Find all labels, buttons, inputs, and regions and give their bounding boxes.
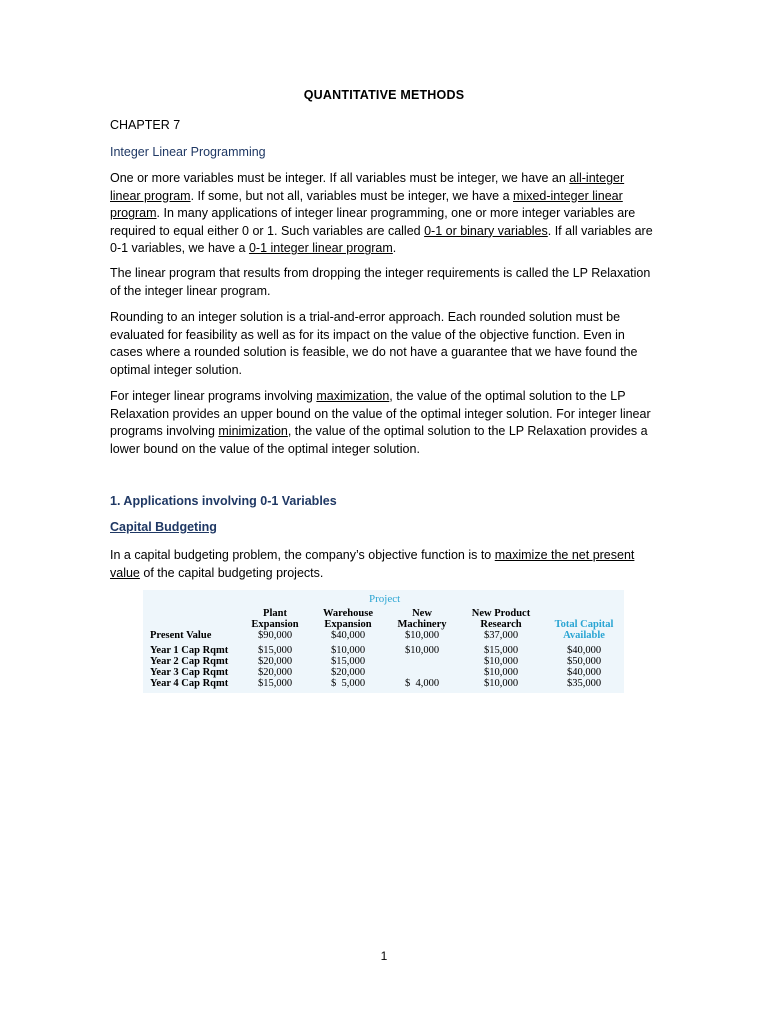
text-run: . If all variables are 0-1 variables, we have a — [110, 223, 653, 256]
col-header-line: Warehouse — [323, 608, 373, 619]
table-cell: $40,000 — [566, 667, 602, 678]
document-title: QUANTITATIVE METHODS — [303, 88, 465, 102]
table-cell: $15,000 — [257, 645, 293, 656]
chapter-label: CHAPTER 7 — [110, 118, 181, 132]
table-cell: $20,000 — [257, 667, 293, 678]
term-minimization: minimization — [218, 424, 288, 439]
paragraph-2 — [110, 265, 655, 300]
row-label: Year 4 Cap Rqmt — [150, 678, 229, 689]
table-cell: $ 5,000 — [330, 678, 366, 689]
page-number: 1 — [380, 949, 388, 963]
paragraph-3 — [110, 309, 655, 379]
col-header-line: Plant — [263, 608, 287, 619]
table-cell: $40,000 — [330, 630, 366, 641]
table-cell: $ 4,000 — [404, 678, 440, 689]
table-cell: $10,000 — [483, 678, 519, 689]
row-label: Present Value — [150, 630, 212, 641]
paragraph-5 — [110, 547, 655, 582]
col-header-line: New Product — [471, 608, 531, 619]
paragraph-1 — [110, 170, 655, 258]
table-cell: $10,000 — [404, 645, 440, 656]
text-run: , the value of the optimal solution to the LP Relaxation provides an upper bound on the value of the optimal integer solution. For integer linear programs involving — [110, 389, 651, 439]
table-cell: $15,000 — [257, 678, 293, 689]
table-cell: $15,000 — [330, 656, 366, 667]
term-maximize-npv: maximize the net present value — [110, 548, 635, 580]
text-run: , the value of the optimal solution to the LP Relaxation provides a lower bound on the value of the optimal integer solution. — [110, 424, 648, 456]
row-label: Year 1 Cap Rqmt — [150, 645, 229, 656]
table-cell: $50,000 — [566, 656, 602, 667]
col-header-line: Available — [563, 630, 605, 641]
col-header-line: Expansion — [324, 619, 372, 630]
text-run: . — [392, 241, 397, 256]
table-cell: $90,000 — [257, 630, 293, 641]
text-run: . In many applications of integer linear programming, one or more integer variables are required to equal either 0 or 1. Such variables are called — [110, 206, 636, 238]
section-1-heading: 1. Applications involving 0-1 Variables — [110, 494, 337, 508]
term-binary-variables: 0-1 or binary variables — [424, 223, 548, 238]
col-header-line: Total Capital — [554, 619, 614, 630]
text-run: . If some, but not all, variables must be integer, we have a — [190, 188, 513, 203]
paragraph-4 — [110, 388, 655, 458]
col-header — [461, 608, 541, 630]
col-header — [313, 608, 383, 630]
col-header — [389, 608, 455, 630]
row-label: Year 3 Cap Rqmt — [150, 667, 229, 678]
text-run: One or more variables must be integer. If all variables must be integer, we have an — [110, 171, 570, 185]
col-header-total — [543, 619, 625, 641]
paragraph-2-text: The linear program that results from dropping the integer requirements is called the LP Relaxation of the integer linear program. — [110, 266, 651, 298]
project-header: Project — [369, 593, 401, 605]
table-cell: $10,000 — [483, 656, 519, 667]
col-header-line: Machinery — [397, 619, 447, 630]
paragraph-3-text: Rounding to an integer solution is a trial-and-error approach. Each rounded solution must be evaluated for feasibility as well as for its impact on the value of the objective function. Even in cases where a rounded solution is feasible, we do not have a guarantee that we have found the optimal integer solution. — [110, 310, 638, 377]
col-header-line: Expansion — [251, 619, 299, 630]
capital-budgeting-heading: Capital Budgeting — [110, 520, 217, 534]
text-run: of the capital budgeting projects. — [139, 565, 324, 580]
col-header-line: Research — [480, 619, 522, 630]
term-all-integer: all-integer linear program — [110, 171, 625, 203]
text-run: In a capital budgeting problem, the company’s objective function is to — [110, 548, 495, 562]
term-maximization: maximization — [316, 389, 390, 403]
text-run: For integer linear programs involving — [110, 389, 317, 403]
col-header-line: New — [412, 608, 432, 619]
row-label: Year 2 Cap Rqmt — [150, 656, 229, 667]
table-cell: $35,000 — [566, 678, 602, 689]
table-cell: $40,000 — [566, 645, 602, 656]
table-cell: $20,000 — [257, 656, 293, 667]
table-cell: $15,000 — [483, 645, 519, 656]
section-title: Integer Linear Programming — [110, 145, 266, 159]
col-header — [243, 608, 307, 630]
table-cell: $10,000 — [483, 667, 519, 678]
table-cell: $37,000 — [483, 630, 519, 641]
table-cell: $10,000 — [330, 645, 366, 656]
term-mixed-integer: mixed-integer linear program — [110, 188, 623, 221]
table-cell: $10,000 — [404, 630, 440, 641]
term-01-integer: 0-1 integer linear program — [248, 241, 393, 256]
capital-budgeting-table — [143, 590, 624, 693]
table-cell: $20,000 — [330, 667, 366, 678]
